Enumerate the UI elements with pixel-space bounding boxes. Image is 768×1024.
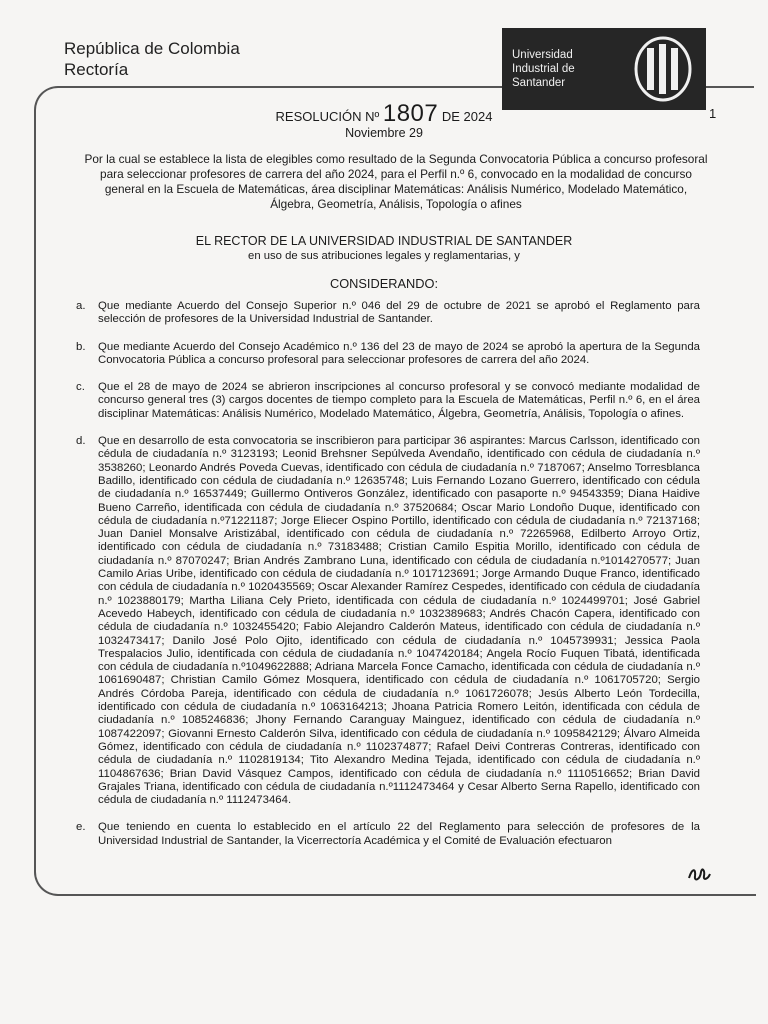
- rector-title: EL RECTOR DE LA UNIVERSIDAD INDUSTRIAL DE SANTANDER: [195, 234, 573, 248]
- list-item: [76, 821, 700, 848]
- list-item: [76, 381, 700, 421]
- header-left: [64, 38, 240, 80]
- uis-logo-icon: [634, 36, 692, 102]
- considerando-heading: CONSIDERANDO:: [329, 276, 439, 291]
- logo-line-2: Industrial de: [512, 63, 575, 75]
- resolution-number: 1807: [382, 100, 439, 127]
- list-item: [76, 341, 700, 368]
- item-text: Que en desarrollo de esta convocatoria se inscribieron para participar 36 aspirantes: Marcus Carlsson, identificado con cédula de ciudadanía n.º 3123193; Leonid Brehsner Sepúlveda Avendaño, identificado con cédula de ciudadanía n.º 3538260; Leonardo Andrés Poveda Cuevas, identificado con cédula de ciudadanía n.º 7187067; Anselmo Torresblanca Badillo, identificado con cédula de ciudadanía n.º 12635748; Luis Fernando Lozano Guerrero, identificado con cédula de ciudadanía n.º 16537449; Guillermo Ontiveros González, identificado con pasaporte n.º 94543359; Diana Haidive Bueno Carreño, identificada con cédula de ciudadanía n.º 37520684; Oscar Mario Londoño Duque, identificado con cédula de ciudadanía n.º71221187; Jorge Eliecer Ospino Portillo, identificado con cédula de ciudadanía n.º 72137168; Juan Daniel Monsalve Aristizábal, identificado con cédula de ciudadanía n.º 72265968, Edilberto Arroyo Ortiz, identificado con cédula de ciudadanía n.º 73183488; Cristian Camilo Espitia Morillo, identificado con cédula de ciudadanía n.º 87070247; Brian Andrés Zambrano Luna, identificado con cédula de ciudadanía n.º1014270577; Juan Camilo Arias Uribe, identificado con cédula de ciudadanía n.º 1017123691; Jorge Armando Duque Franco, identificado con cédula de ciudadanía n.º 1020435569; Oscar Alexander Ramírez Cespedes, identificado con cédula de ciudadanía n.º 1023880179; Martha Liliana Cely Prieto, identificada con cédula de ciudadanía n.º 1024499701; José Gabriel Acevedo Habeych, identificado con cédula de ciudadanía n.º 1032389683; Andrés Chacón Capera, identificado con cédula de ciudadanía n.º 1032455420; Fabio Alejandro Calderón Mateus, identificado con cédula de ciudadanía n.º 1032473417; Danilo José Polo Ojito, identificado con cédula de ciudadanía n.º 1045739931; Jessica Paola Trespalacios Julio, identificada con cédula de ciudadanía n.º 1047420184; Angela Rocío Fuquen Tibatá, identificada con cédula de ciudadanía n.º1049622888; Adriana Marcela Fonce Camacho, identificada con cédula de ciudadanía n.º 1061690487; Christian Camilo Gómez Mosquera, identificado con cédula de ciudadanía n.º 1061705720; Sergio Andrés Córdoba Pareja, identificado con cédula de ciudadanía n.º 1061726078; Jesús Alberto León Tordecilla, identificado con cédula de ciudadanía n.º 1063164213; Jhoana Patricia Romero Leitón, identificada con cédula de ciudadanía n.º 1085246836; Jhony Fernando Caranguay Mainguez, identificado con cédula de ciudadanía n.º 1087422097; Giovanni Ernesto Calderón Silva, identificado con cédula de ciudadanía n.º 1095842129; Álvaro Almeida Gómez, identificado con cédula de ciudadanía n.º 1102374877; Rafael Deivi Contreras Contreras, identificado con cédula de ciudadanía n.º 1102819134; Tito Alexandro Medina Tejada, identificado con cédula de ciudadanía n.º 1104867636; Brian David Vásquez Campos, identificado con cédula de ciudadanía n.º 1110516652; Brian David Grajales Triana, identificado con cédula de ciudadanía n.º1112473464 y Cesar Alberto Serna Rapello, identificado con cédula de ciudadanía n.º 1112473464.: [98, 435, 700, 807]
- list-item: [76, 435, 700, 807]
- rector-block: [0, 234, 768, 263]
- republic-name: República de Colombia: [64, 39, 240, 58]
- item-letter: c.: [76, 381, 85, 394]
- item-text: Que teniendo en cuenta lo establecido en el artículo 22 del Reglamento para selección de profesores de la Universidad Industrial de Santander, la Vicerrectoría Académica y el Comité de Evaluación efectuaron: [98, 821, 700, 847]
- item-text: Que mediante Acuerdo del Consejo Académico n.º 136 del 23 de mayo de 2024 se aprobó la apertura de la Segunda Convocatoria Pública a concurso profesoral para seleccionar profesores de carrera del año 2024.: [98, 340, 700, 366]
- item-text: Que mediante Acuerdo del Consejo Superior n.º 046 del 29 de octubre de 2021 se aprobó el Reglamento para selección de profesores de la Universidad Industrial de Santander.: [98, 300, 700, 326]
- resolution-date: Noviembre 29: [345, 126, 423, 140]
- resolution-year: DE 2024: [441, 109, 493, 124]
- item-letter: b.: [76, 340, 86, 353]
- item-letter: d.: [76, 435, 86, 448]
- item-letter: e.: [76, 821, 86, 834]
- considerando-list: [76, 300, 700, 848]
- university-logo: [502, 28, 706, 110]
- list-item: [76, 300, 700, 327]
- logo-line-3: Santander: [512, 77, 566, 89]
- item-letter: a.: [76, 300, 86, 312]
- logo-line-1: Universidad: [512, 49, 573, 61]
- frame-left-border: [34, 112, 36, 872]
- rector-subtitle: en uso de sus atribuciones legales y reglamentarias, y: [248, 250, 520, 262]
- preamble-text: Por la cual se establece la lista de elegibles como resultado de la Segunda Convocatoria Pública a concurso profesoral para seleccionar profesores de carrera del año 2024, para el Perfil n.º 6, convocado en la modalidad de concurso general en la Escuela de Matemáticas, área disciplinar Matemáticas: Análisis Numérico, Modelado Matemático, Álgebra, Geometría, Análisis, Topología o afines: [84, 152, 708, 211]
- resolution-title: [0, 100, 768, 128]
- frame-bottom-border: [34, 872, 756, 896]
- item-text: Que el 28 de mayo de 2024 se abrieron inscripciones al concurso profesoral y se convocó mediante modalidad de concurso general tres (3) cargos docentes de tiempo completo para la Escuela de Matemáticas, Perfil n.º 6, en el área disciplinar Matemáticas: Análisis Numérico, Modelado Matemático, Álgebra, Geometría, Análisis, Topología o afines.: [98, 381, 700, 420]
- resolution-label: RESOLUCIÓN Nº: [275, 109, 380, 124]
- office-name: Rectoría: [64, 60, 129, 79]
- page-number: 1: [709, 106, 717, 121]
- frame-right-border: [706, 86, 754, 88]
- signature-icon: [686, 864, 712, 884]
- logo-text: [502, 48, 624, 90]
